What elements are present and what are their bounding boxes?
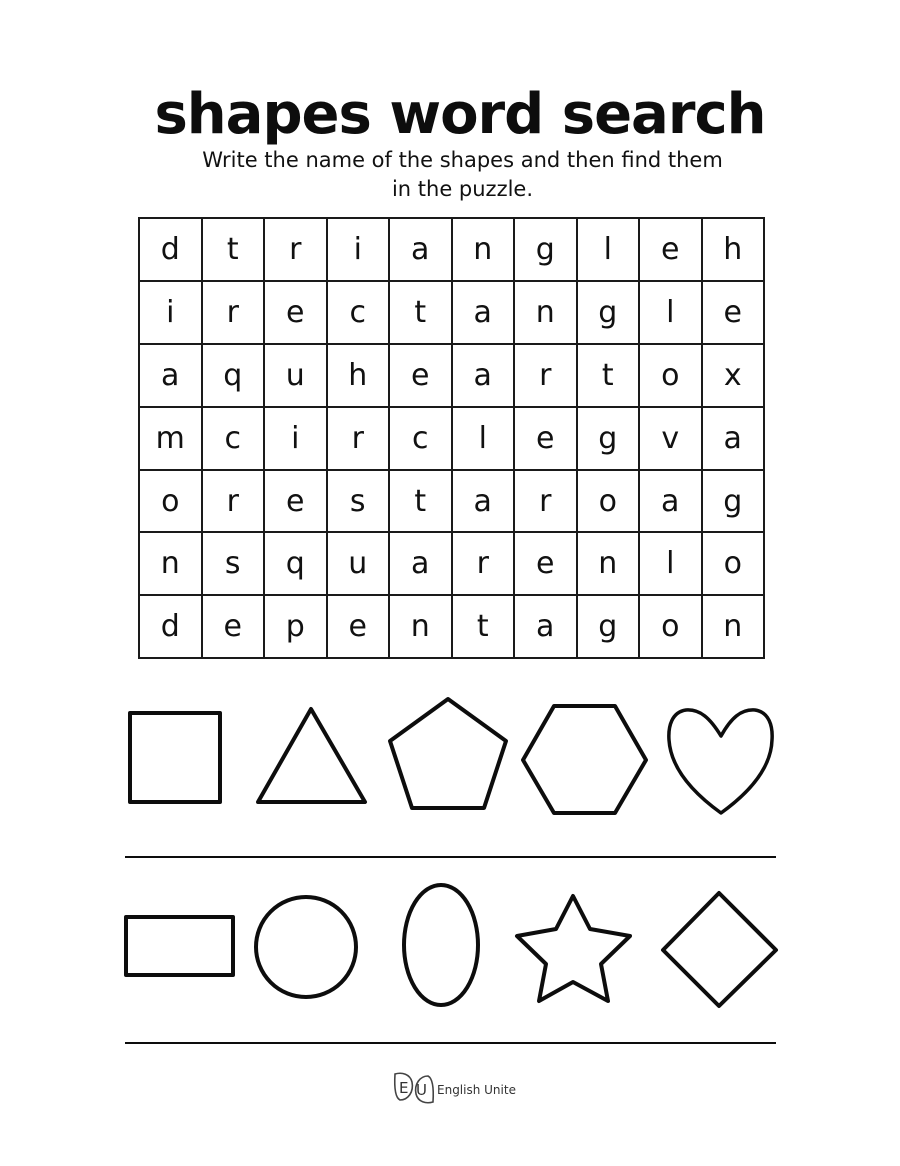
oval-icon <box>404 885 478 1005</box>
grid-cell: g <box>577 595 640 658</box>
grid-cell: t <box>202 218 265 281</box>
grid-cell: a <box>514 595 577 658</box>
grid-cell: a <box>389 218 452 281</box>
grid-cell: q <box>264 532 327 595</box>
grid-cell: s <box>327 470 390 533</box>
grid-cell: g <box>702 470 765 533</box>
grid-cell: t <box>389 470 452 533</box>
grid-cell: p <box>264 595 327 658</box>
grid-cell: u <box>327 532 390 595</box>
grid-cell: s <box>202 532 265 595</box>
grid-cell: o <box>639 344 702 407</box>
worksheet-title: shapes word search <box>154 82 766 147</box>
grid-cell: r <box>202 470 265 533</box>
grid-cell: a <box>452 344 515 407</box>
star-icon <box>517 896 630 1001</box>
grid-cell: c <box>389 407 452 470</box>
grid-cell: a <box>702 407 765 470</box>
grid-cell: e <box>514 407 577 470</box>
grid-cell: n <box>514 281 577 344</box>
grid-cell: o <box>702 532 765 595</box>
grid-cell: r <box>514 470 577 533</box>
triangle-icon <box>258 709 365 802</box>
grid-cell: a <box>452 470 515 533</box>
grid-cell: l <box>452 407 515 470</box>
grid-cell: i <box>139 281 202 344</box>
grid-cell: a <box>639 470 702 533</box>
brand-name: English Unite <box>437 1083 516 1097</box>
grid-cell: e <box>327 595 390 658</box>
grid-cell: g <box>577 281 640 344</box>
grid-cell: g <box>514 218 577 281</box>
grid-cell: n <box>139 532 202 595</box>
grid-cell: m <box>139 407 202 470</box>
instructions-line-1: Write the name of the shapes and then find them <box>202 148 723 172</box>
grid-cell: t <box>577 344 640 407</box>
grid-cell: e <box>514 532 577 595</box>
rectangle-icon <box>126 917 233 975</box>
grid-cell: n <box>702 595 765 658</box>
grid-cell: t <box>452 595 515 658</box>
logo-letter-u: U <box>416 1081 427 1099</box>
grid-cell: a <box>139 344 202 407</box>
grid-cell: e <box>264 281 327 344</box>
logo-letter-e: E <box>399 1079 409 1097</box>
grid-cell: c <box>202 407 265 470</box>
grid-cell: o <box>577 470 640 533</box>
grid-cell: h <box>702 218 765 281</box>
circle-icon <box>256 897 356 997</box>
grid-cell: l <box>639 532 702 595</box>
grid-cell: e <box>264 470 327 533</box>
pentagon-icon <box>390 699 506 808</box>
grid-cell: r <box>264 218 327 281</box>
grid-cell: n <box>389 595 452 658</box>
grid-cell: v <box>639 407 702 470</box>
grid-cell: a <box>452 281 515 344</box>
grid-cell: c <box>327 281 390 344</box>
grid-cell: r <box>514 344 577 407</box>
grid-cell: d <box>139 595 202 658</box>
grid-cell: e <box>389 344 452 407</box>
grid-cell: q <box>202 344 265 407</box>
grid-cell: n <box>577 532 640 595</box>
grid-cell: a <box>389 532 452 595</box>
grid-cell: n <box>452 218 515 281</box>
grid-cell: o <box>139 470 202 533</box>
diamond-icon <box>663 893 776 1006</box>
grid-cell: i <box>327 218 390 281</box>
heart-icon <box>669 710 772 813</box>
grid-cell: d <box>139 218 202 281</box>
grid-cell: r <box>202 281 265 344</box>
square-icon <box>130 713 220 802</box>
grid-cell: r <box>327 407 390 470</box>
grid-cell: x <box>702 344 765 407</box>
grid-cell: t <box>389 281 452 344</box>
grid-cell: u <box>264 344 327 407</box>
grid-cell: e <box>639 218 702 281</box>
grid-cell: g <box>577 407 640 470</box>
english-unite-logo-icon <box>392 1070 436 1106</box>
grid-cell: o <box>639 595 702 658</box>
grid-cell: l <box>639 281 702 344</box>
grid-cell: i <box>264 407 327 470</box>
grid-cell: r <box>452 532 515 595</box>
grid-cell: e <box>702 281 765 344</box>
hexagon-icon <box>523 706 646 813</box>
grid-cell: h <box>327 344 390 407</box>
instructions-line-2: in the puzzle. <box>391 177 534 201</box>
grid-cell: l <box>577 218 640 281</box>
grid-cell: e <box>202 595 265 658</box>
